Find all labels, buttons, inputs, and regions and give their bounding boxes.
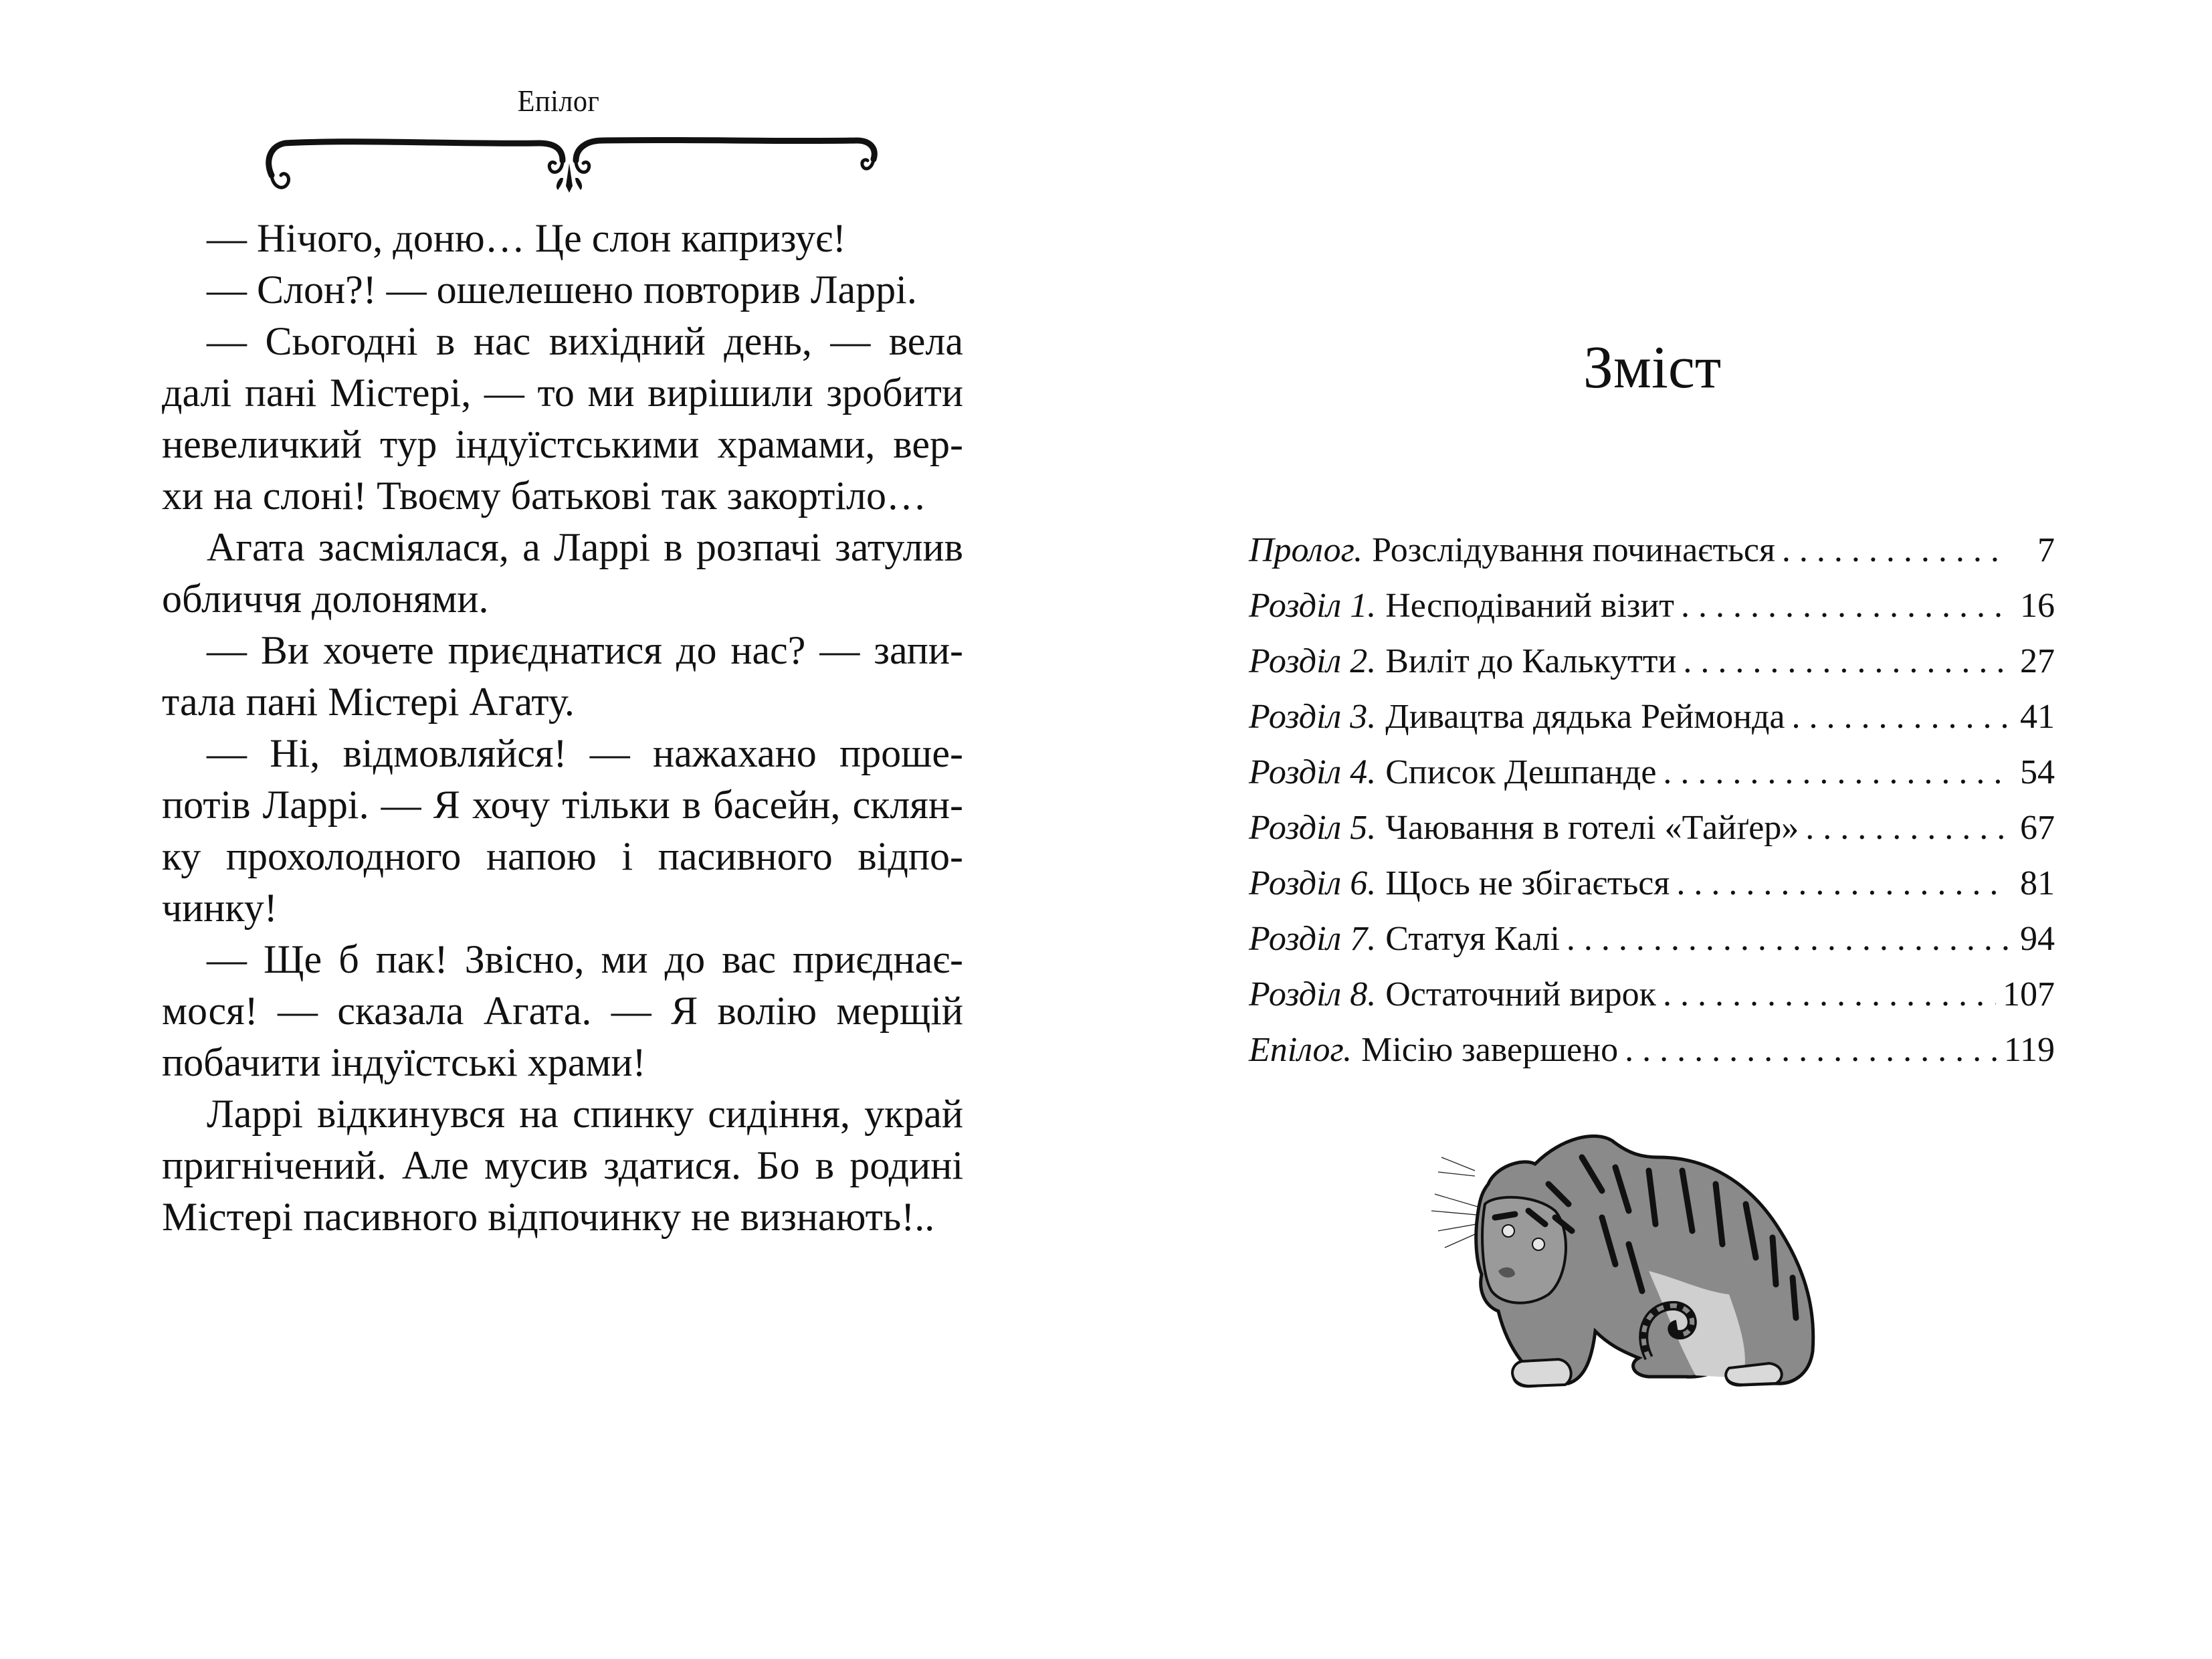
toc-leader-dots: [1663, 745, 2008, 800]
toc-entry-label: Розділ 4.: [1249, 753, 1377, 791]
toc-entry-title: Розслідування починається: [1372, 531, 1775, 569]
body-line: — Сьогодні в нас вихідний день, — вела: [207, 319, 963, 363]
toc-entry[interactable]: [1249, 578, 2055, 633]
running-head: Епілог: [517, 84, 600, 118]
toc-entry-title: Дивацтва дядька Реймонда: [1385, 698, 1785, 736]
toc-entry-page: 81: [2020, 864, 2055, 902]
toc-leader-dots: [1805, 800, 2008, 856]
body-line: чинку!: [162, 886, 278, 930]
toc-entry-page: 16: [2020, 587, 2055, 625]
body-line: — Ще б пак! Звісно, ми до вас приєднає-: [207, 937, 963, 981]
tiger-face: [1482, 1197, 1566, 1303]
toc-leader-dots: [1625, 1022, 1997, 1078]
toc-entry-label: Розділ 6.: [1249, 864, 1377, 902]
toc-entry-label: Пролог.: [1249, 531, 1363, 569]
body-line: побачити індуїстські храми!: [162, 1040, 646, 1084]
toc-entry-label: Розділ 5.: [1249, 809, 1377, 847]
tiger-paw: [1512, 1359, 1571, 1386]
toc-entry[interactable]: [1249, 522, 2055, 578]
toc-entry-label: Розділ 2.: [1249, 642, 1377, 680]
toc-entry-title: Чаювання в готелі «Тайґер»: [1385, 809, 1799, 847]
toc-entry-title: Статуя Калі: [1385, 920, 1560, 958]
body-line: обличчя долонями.: [162, 577, 489, 621]
toc-leader-dots: [1782, 522, 2008, 578]
body-line: хи на слоні! Твоєму батькові так закортіло…: [162, 474, 926, 518]
body-line: Агата засміялася, а Ларрі в розпачі затулив: [207, 525, 963, 569]
tiger-illustration-icon: [1428, 1131, 1883, 1398]
toc-leader-dots: [1663, 967, 1996, 1022]
body-line: — Нічого, доню… Це слон капризує!: [207, 216, 846, 260]
toc-entry-label: Епілог.: [1249, 1031, 1352, 1069]
toc-leader-dots: [1683, 633, 2008, 689]
toc-leader-dots: [1567, 911, 2008, 967]
toc-entry-title: Щось не збігається: [1385, 864, 1670, 902]
body-text: [162, 213, 963, 1243]
toc-entry-title: Місію завершено: [1361, 1031, 1619, 1069]
toc-leader-dots: [1792, 689, 2009, 745]
toc-entry-title: Остаточний вирок: [1385, 975, 1656, 1013]
toc-entry-page: 107: [2003, 975, 2055, 1013]
toc-entry-title: Виліт до Калькутти: [1385, 642, 1677, 680]
body-line: тала пані Містері Агату.: [162, 680, 575, 724]
toc-entry[interactable]: [1249, 911, 2055, 967]
body-line: мося! — сказала Агата. — Я волію мерщій: [162, 989, 963, 1033]
toc-entry-title: Список Дешпанде: [1385, 753, 1657, 791]
toc-entry-page: 7: [2037, 531, 2055, 569]
body-line: — Ні, відмовляйся! — нажахано проше-: [207, 731, 963, 775]
toc-leader-dots: [1676, 856, 2008, 911]
toc-entry[interactable]: [1249, 800, 2055, 856]
toc-entry-label: Розділ 8.: [1249, 975, 1377, 1013]
body-line: пригнічений. Але мусив здатися. Бо в родині: [162, 1143, 963, 1187]
toc-entry[interactable]: [1249, 967, 2055, 1022]
toc-entry-label: Розділ 1.: [1249, 587, 1377, 625]
toc-entry[interactable]: [1249, 1022, 2055, 1078]
toc-entry-label: Розділ 7.: [1249, 920, 1377, 958]
tiger-paw: [1726, 1363, 1782, 1385]
toc-entry[interactable]: [1249, 689, 2055, 745]
toc-entry-title: Несподіваний візит: [1385, 587, 1675, 625]
body-line: невеличкий тур індуїстськими храмами, вер-: [162, 422, 963, 466]
toc-leader-dots: [1681, 578, 2008, 633]
toc-title: Зміст: [1583, 334, 1722, 401]
toc-entry-page: 94: [2020, 920, 2055, 958]
toc-entry[interactable]: [1249, 633, 2055, 689]
toc-entry-page: 41: [2020, 698, 2055, 736]
toc-entry-page: 54: [2020, 753, 2055, 791]
toc-entry[interactable]: [1249, 745, 2055, 800]
body-line: Ларрі відкинувся на спинку сидіння, украй: [207, 1092, 963, 1136]
toc-entry-label: Розділ 3.: [1249, 698, 1377, 736]
toc-entry-page: 27: [2020, 642, 2055, 680]
toc-entry[interactable]: [1249, 856, 2055, 911]
body-line: Містері пасивного відпочинку не визнають!..: [162, 1195, 935, 1239]
body-line: потів Ларрі. — Я хочу тільки в басейн, склян-: [162, 783, 963, 827]
ornament-divider-icon: [258, 134, 880, 194]
body-line: ку прохолодного напою і пасивного відпо-: [162, 834, 963, 878]
toc-entry-page: 67: [2020, 809, 2055, 847]
body-line: — Слон?! — ошелешено повторив Ларрі.: [207, 268, 917, 312]
table-of-contents: [1249, 522, 2055, 1078]
toc-entry-page: 119: [2003, 1031, 2055, 1069]
body-line: — Ви хочете приєднатися до нас? — запи-: [207, 628, 963, 672]
body-line: далі пані Містері, — то ми вирішили зробити: [162, 371, 963, 415]
